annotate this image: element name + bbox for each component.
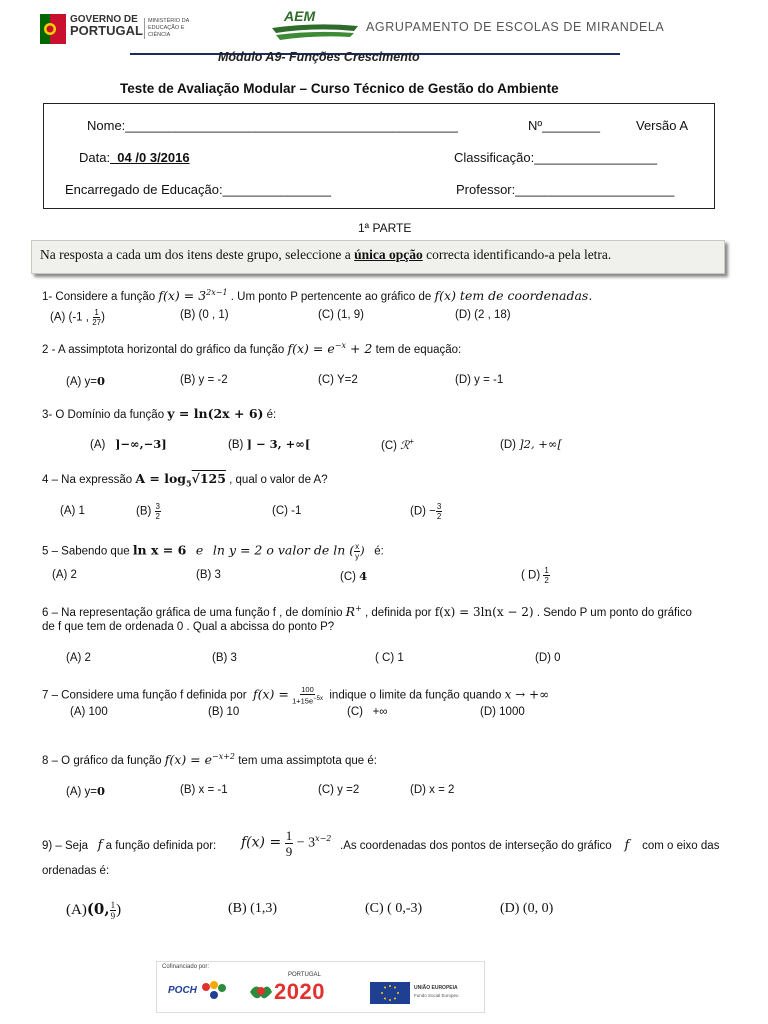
ministry-text: MINISTÉRIO DA EDUCAÇÃO E CIÊNCIA xyxy=(144,18,204,39)
test-title: Teste de Avaliação Modular – Curso Técnico de Gestão do Ambiente xyxy=(120,81,559,96)
eu-flag-icon xyxy=(370,982,410,1004)
q9-a-post: ) xyxy=(116,902,122,918)
question-6-line2: de f que tem de ordenada 0 . Qual a abcissa do ponto P? xyxy=(42,621,335,633)
question-2 xyxy=(42,341,461,356)
q1-middle: . Um ponto P pertencente ao gráfico de xyxy=(230,291,432,304)
q7-num: 100 xyxy=(301,685,314,694)
q4-option-d[interactable] xyxy=(410,502,442,521)
q1-exp: 2x−1 xyxy=(206,288,228,297)
part-title: 1ª PARTE xyxy=(358,221,412,235)
q5-c-val: 4 xyxy=(359,569,368,583)
date-value: _04 /0 3/2016 xyxy=(110,150,190,165)
guardian-label: Encarregado de Educação: xyxy=(65,182,223,197)
q2-a-pre: (A) y= xyxy=(66,376,97,388)
q4-option-c[interactable]: (C) -1 xyxy=(272,505,302,517)
q8-exp: −x+2 xyxy=(212,752,236,761)
portugal-2020-mark-icon xyxy=(248,980,274,1004)
q5-num: x xyxy=(355,542,360,551)
q9-mid2: .As coordenadas dos pontos de interseção do gráfico xyxy=(340,840,612,852)
portugal-2020-text: 2020 xyxy=(274,979,325,1004)
q9-fraction xyxy=(285,828,294,859)
q4-d-den: 2 xyxy=(436,512,442,521)
q9-option-b[interactable]: (B) (1,3) xyxy=(228,901,277,916)
q7-fx: f(x) = xyxy=(252,686,289,702)
q3-b-pre: (B) xyxy=(228,439,244,451)
question-8 xyxy=(42,752,377,767)
q8-prefix: 8 – O gráfico da função xyxy=(42,755,162,768)
aem-logo xyxy=(270,8,360,44)
q9-a-val-pre: (0, xyxy=(86,900,110,918)
q3-b-val: ] − 3, +∞[ xyxy=(246,437,311,451)
q3-d-pre: (D) xyxy=(500,439,516,451)
q7-option-a[interactable]: (A) 100 xyxy=(70,706,108,718)
question-4 xyxy=(42,471,328,489)
teacher-field[interactable] xyxy=(456,182,674,197)
q9-a-pre: (A) xyxy=(66,902,87,918)
q4-option-a[interactable]: (A) 1 xyxy=(60,505,85,517)
question-6 xyxy=(42,604,692,619)
gov-line1: GOVERNO DE xyxy=(70,14,138,25)
q6-option-a[interactable]: (A) 2 xyxy=(66,652,91,664)
q5-close: ) xyxy=(360,543,365,558)
eu-fund-text: Fundo Social Europeu xyxy=(414,993,459,998)
q3-a-val: ]−∞,−3] xyxy=(114,437,167,451)
q5-expr1: ln x = 6 xyxy=(132,542,187,558)
q2-suffix: tem de equação: xyxy=(375,344,462,357)
question-3 xyxy=(42,406,276,421)
q7-prefix: 7 – Considere uma função f definida por xyxy=(42,689,247,702)
q2-option-a[interactable] xyxy=(66,374,105,388)
q9-option-a[interactable] xyxy=(66,900,121,921)
q3-option-c[interactable] xyxy=(381,437,414,452)
q7-fraction xyxy=(292,685,323,706)
question-9 xyxy=(42,838,223,853)
q2-prefix: 2 - A assimptota horizontal do gráfico da função xyxy=(42,344,285,357)
q9-tail: com o eixo das xyxy=(642,840,720,852)
q5-d-fraction xyxy=(543,566,549,585)
q4-d-fraction xyxy=(436,502,442,521)
q1-prefix: 1- Considere a função xyxy=(42,291,156,304)
question-9-part2 xyxy=(340,838,719,853)
instruction-after: correcta identificando-a pela letra. xyxy=(422,247,612,262)
q5-den: y xyxy=(355,552,360,561)
q1-a-fraction xyxy=(92,308,101,327)
q8-option-a[interactable] xyxy=(66,784,105,798)
q4-prefix: 4 – Na expressão xyxy=(42,474,133,486)
q4-b-num: 3 xyxy=(155,502,160,511)
q9-a-den: 9 xyxy=(110,911,116,922)
portugal-small-text: PORTUGAL xyxy=(288,972,321,978)
number-label: Nº xyxy=(528,118,543,133)
q9-a-num: 1 xyxy=(110,900,116,911)
q5-option-b[interactable]: (B) 3 xyxy=(196,569,221,581)
q8-a-val: 0 xyxy=(97,784,106,798)
q9-fx-pre: f(x) = xyxy=(241,834,282,851)
q1-option-c[interactable]: (C) (1, 9) xyxy=(318,309,364,321)
date-label: Data: xyxy=(79,150,111,165)
q6-option-c[interactable]: ( C) 1 xyxy=(375,652,404,664)
q3-suffix: é: xyxy=(266,409,277,421)
question-7 xyxy=(42,685,549,706)
q5-prefix: 5 – Sabendo que xyxy=(42,545,130,558)
q7-option-c[interactable] xyxy=(347,706,387,718)
q9-f1: f xyxy=(97,838,103,853)
classification-field[interactable] xyxy=(454,150,657,165)
q2-plus: + 2 xyxy=(349,341,373,357)
q3-option-b[interactable] xyxy=(228,437,310,451)
q5-expr3: ln y = 2 o valor de ln ( xyxy=(212,542,355,558)
eu-text: UNIÃO EUROPEIA xyxy=(414,985,458,991)
q8-suffix: tem uma assimptota que é: xyxy=(238,755,377,768)
q5-d-pre: ( D) xyxy=(521,569,541,582)
q2-fx: f(x) = e xyxy=(287,341,335,357)
q1-option-d[interactable]: (D) (2 , 18) xyxy=(455,309,511,321)
q8-option-d[interactable]: (D) x = 2 xyxy=(410,784,455,796)
module-title: Módulo A9- Funções Crescimento xyxy=(218,50,420,64)
q4-b-fraction xyxy=(155,502,161,521)
q3-option-d[interactable] xyxy=(500,437,562,451)
eu-logo xyxy=(370,982,470,1004)
q7-c-val: +∞ xyxy=(372,706,388,718)
instruction-before: Na resposta a cada um dos itens deste grupo, seleccione a xyxy=(40,247,355,262)
q4-expr-root: √125 xyxy=(191,471,226,486)
q6-option-d[interactable]: (D) 0 xyxy=(535,652,561,664)
q8-option-c[interactable]: (C) y =2 xyxy=(318,784,360,796)
q3-c-pre: (C) xyxy=(381,439,397,452)
school-name: AGRUPAMENTO DE ESCOLAS DE MIRANDELA xyxy=(366,20,665,34)
governo-portugal-logo xyxy=(40,12,200,46)
q4-expr-sub: 5 xyxy=(186,478,192,489)
q8-fx: f(x) = e xyxy=(164,752,213,768)
cofinanced-label: Cofinanciado por: xyxy=(162,964,210,970)
q1-tail: f(x) tem de coordenadas. xyxy=(434,288,593,304)
q9-option-c[interactable]: (C) ( 0,-3) xyxy=(365,901,423,916)
q6-tail: . Sendo P um ponto do gráfico xyxy=(536,607,692,619)
gov-text xyxy=(70,14,143,36)
q2-option-d[interactable]: (D) y = -1 xyxy=(455,374,504,386)
q1-a-pre: (A) (-1 , xyxy=(50,311,89,324)
q9-fx-num: 1 xyxy=(285,828,293,843)
q8-a-pre: (A) y= xyxy=(66,786,97,798)
q7-middle: indique o limite da função quando xyxy=(329,689,502,702)
teacher-label: Professor: xyxy=(456,182,516,197)
poch-text: POCH xyxy=(168,985,197,996)
q5-expr2: e xyxy=(195,542,204,558)
q1-option-a[interactable] xyxy=(50,308,105,327)
q3-d-val: ]2, +∞[ xyxy=(519,437,562,451)
question-1 xyxy=(42,288,592,303)
q6-fx: f(x) = 3ln(x − 2) xyxy=(434,605,534,619)
poch-logo xyxy=(168,980,230,1002)
number-field[interactable] xyxy=(528,118,600,133)
q4-b-den: 2 xyxy=(155,512,160,521)
q4-suffix: , qual o valor de A? xyxy=(229,474,328,486)
name-label: Nome: xyxy=(87,118,126,133)
q9-fx-exp: x−2 xyxy=(315,834,332,844)
q7-den-pre: 1+15e xyxy=(292,696,314,706)
gov-line2: PORTUGAL xyxy=(70,23,143,38)
q5-suffix: é: xyxy=(374,545,384,558)
q6-domain-sup: + xyxy=(355,604,362,614)
poch-people-icon xyxy=(200,980,228,1002)
aem-swoosh-icon xyxy=(270,22,360,46)
q4-d-pre: (D) − xyxy=(410,505,436,518)
q7-option-d[interactable]: (D) 1000 xyxy=(480,706,525,718)
q6-middle: , definida por xyxy=(365,607,432,619)
classification-blank[interactable]: _________________ xyxy=(534,150,658,165)
name-blank[interactable]: ______________________________________________ xyxy=(125,118,458,133)
q9-f2: f xyxy=(624,838,630,853)
question-5 xyxy=(42,542,384,561)
q3-prefix: 3- O Domínio da função xyxy=(42,409,165,421)
q9-formula xyxy=(241,828,331,859)
instruction-text xyxy=(40,247,611,263)
aem-text: AEM xyxy=(284,8,316,24)
date-field[interactable] xyxy=(79,150,190,165)
q2-option-b[interactable]: (B) y = -2 xyxy=(180,374,228,386)
q7-limit: x → +∞ xyxy=(504,687,550,702)
q5-d-num: 1 xyxy=(544,566,549,575)
guardian-blank[interactable]: _______________ xyxy=(222,182,332,197)
number-blank[interactable]: ________ xyxy=(542,118,600,133)
q7-den-exp: −5x xyxy=(313,696,323,702)
version-label: Versão A xyxy=(636,118,689,133)
q9-mid1: a função definida por: xyxy=(105,840,217,852)
q8-option-b[interactable]: (B) x = -1 xyxy=(180,784,228,796)
q5-option-c[interactable] xyxy=(340,569,367,583)
q1-a-den: 27 xyxy=(92,318,102,327)
portugal-flag-icon xyxy=(40,14,66,44)
q4-option-b[interactable] xyxy=(136,502,161,521)
q4-d-num: 3 xyxy=(436,502,442,511)
q5-option-d[interactable] xyxy=(521,566,550,585)
q9-fx-den: 9 xyxy=(285,844,293,859)
q1-a-post: ) xyxy=(101,311,105,324)
name-field[interactable] xyxy=(87,118,458,133)
q5-d-den: 2 xyxy=(544,576,549,585)
classification-label: Classificação: xyxy=(454,150,535,165)
portugal-2020-logo xyxy=(248,972,354,1006)
q1-fx: f(x) = 3 xyxy=(158,288,207,304)
q2-exp: −x xyxy=(334,341,346,350)
q3-a-pre: (A) xyxy=(90,439,106,451)
q3-fx: y = ln(2x + 6) xyxy=(167,406,264,421)
instruction-highlight: única opção xyxy=(354,247,423,262)
q2-a-val: 0 xyxy=(97,374,106,388)
guardian-field[interactable] xyxy=(65,182,331,197)
q7-c-pre: (C) xyxy=(347,706,363,718)
q9-option-d[interactable]: (D) (0, 0) xyxy=(500,901,554,916)
question-9-line2: ordenadas é: xyxy=(42,865,110,877)
q3-c-sup: + xyxy=(409,437,415,446)
q3-option-a[interactable] xyxy=(90,437,167,451)
q7-option-b[interactable]: (B) 10 xyxy=(208,706,240,718)
q5-c-pre: (C) xyxy=(340,571,356,583)
q9-prefix: 9) – Seja xyxy=(42,840,89,852)
q2-option-c[interactable]: (C) Y=2 xyxy=(318,374,358,386)
q4-expr-a: A = log xyxy=(135,471,187,486)
teacher-blank[interactable]: ______________________ xyxy=(515,182,675,197)
q3-c-val: ℛ xyxy=(400,437,410,452)
q6-domain: R xyxy=(345,604,356,619)
q1-a-num: 1 xyxy=(94,308,99,317)
q6-prefix: 6 – Na representação gráfica de uma função f , de domínio xyxy=(42,607,343,619)
q4-b-pre: (B) xyxy=(136,505,152,518)
q9-fx-minus: − 3 xyxy=(296,835,316,851)
q5-option-a[interactable]: (A) 2 xyxy=(52,569,77,581)
q6-option-b[interactable]: (B) 3 xyxy=(212,652,237,664)
q1-option-b[interactable]: (B) (0 , 1) xyxy=(180,309,229,321)
